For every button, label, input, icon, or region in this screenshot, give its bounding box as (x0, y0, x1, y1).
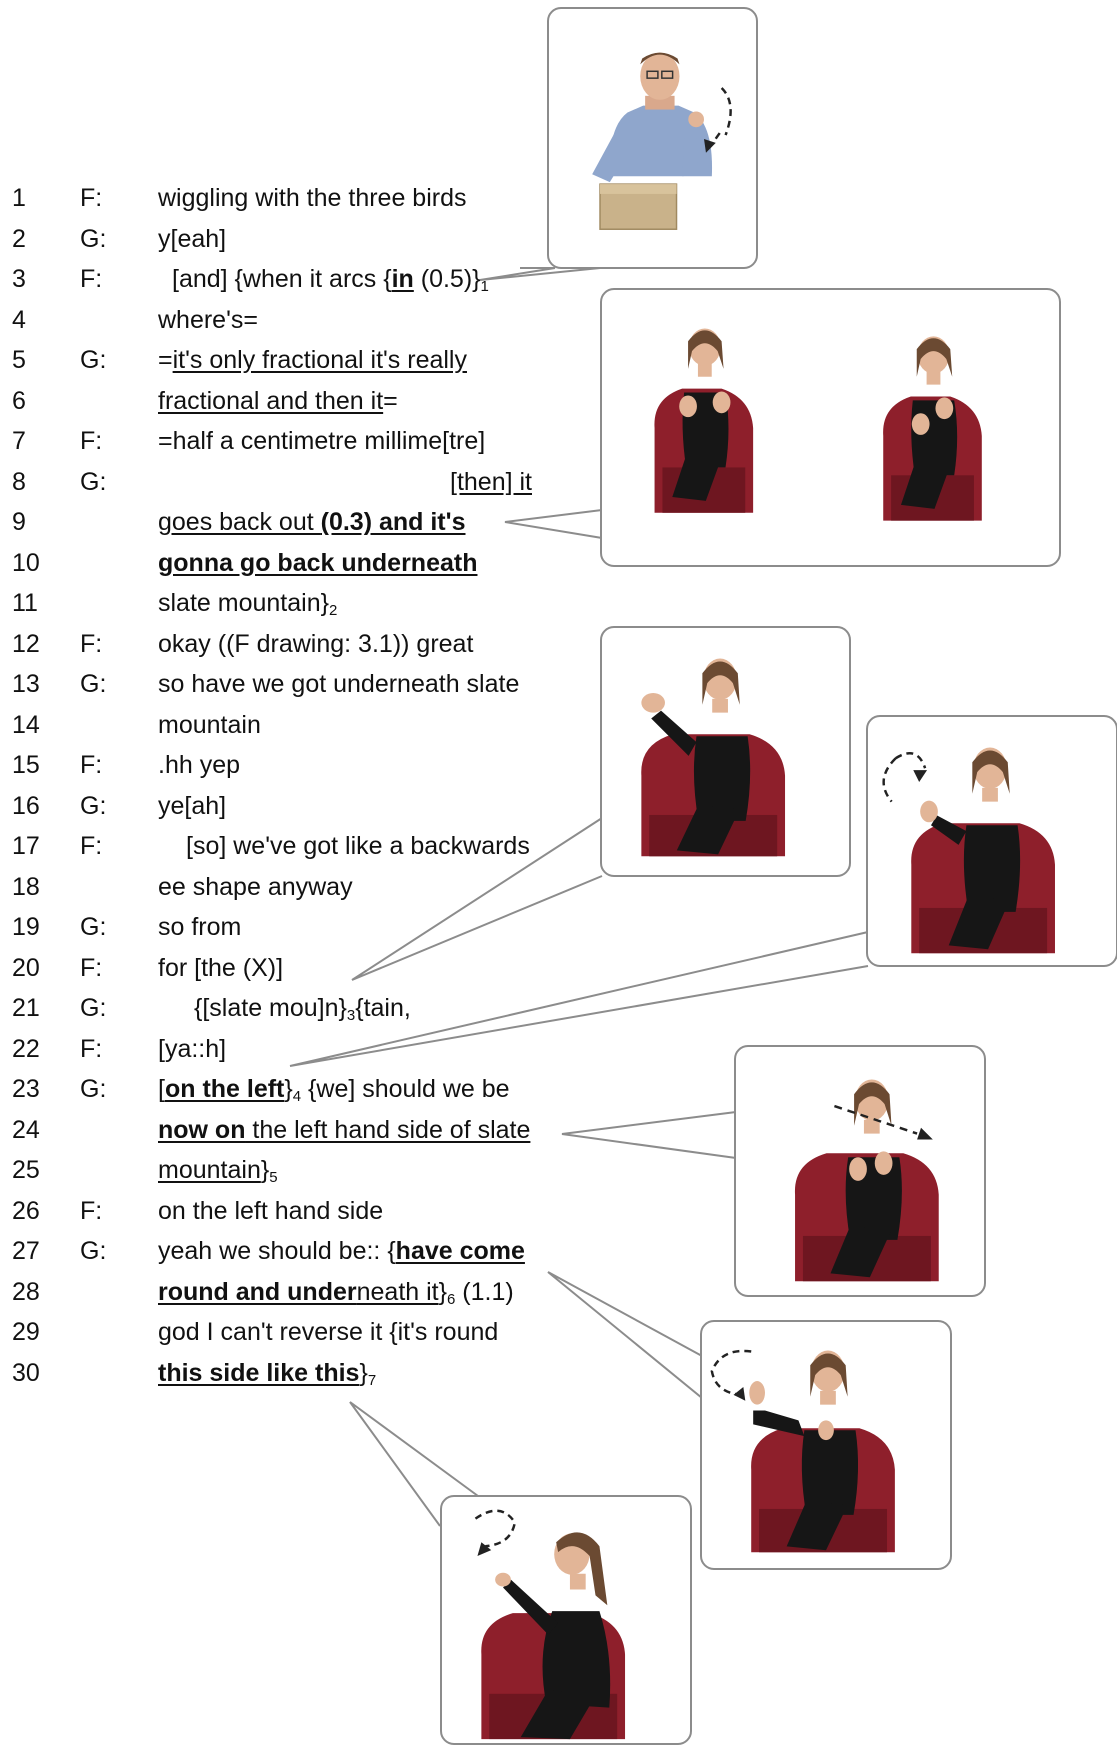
gesture-index: 6 (446, 1290, 456, 1308)
transcript-line (0, 1069, 560, 1109)
text-segment: goes back out (158, 508, 321, 536)
text-segment: = (158, 346, 173, 374)
line-number: 19 (12, 913, 40, 941)
transcript-line (0, 826, 560, 866)
transcript-line (0, 948, 560, 988)
speaker-label: F: (80, 1196, 103, 1225)
line-number: 21 (12, 994, 40, 1022)
text-segment: on the left (164, 1075, 285, 1103)
transcript-line (0, 1231, 560, 1271)
transcript-line (0, 1272, 560, 1312)
text-segment: .hh yep (158, 751, 241, 779)
line-number: 2 (12, 224, 26, 253)
text-segment: where's= (158, 305, 258, 334)
text-segment: (0.3) and it's (320, 508, 466, 536)
transcript-line (0, 624, 560, 664)
utterance-text (194, 988, 411, 1028)
text-segment: [ya::h] (158, 1034, 227, 1063)
speaker-label: G: (80, 224, 107, 253)
line-number: 26 (12, 1196, 40, 1225)
text-segment: it's only fractional it's really (172, 346, 467, 374)
line-number: 10 (12, 548, 40, 577)
transcript-line (0, 340, 560, 380)
speaker-label: G: (80, 467, 107, 496)
text-segment: (0.5)} (413, 265, 481, 293)
utterance-text (158, 1191, 383, 1231)
text-segment: } (260, 1156, 270, 1184)
transcript-line (0, 300, 560, 340)
transcript-line (0, 1029, 560, 1069)
text-segment: mountain (158, 710, 261, 739)
transcript-line (0, 259, 560, 299)
utterance-text (158, 705, 261, 745)
text-segment: } (359, 1358, 368, 1387)
transcript-line (0, 664, 560, 704)
text-segment: god I can't reverse it {it's round (158, 1318, 499, 1346)
gesture-index: 4 (292, 1088, 302, 1105)
utterance-text (158, 948, 283, 988)
line-number: 1 (12, 184, 26, 212)
line-number: 29 (12, 1318, 40, 1346)
transcript-line (0, 178, 560, 218)
utterance-text (158, 1272, 514, 1312)
speaker-label: F: (80, 629, 103, 658)
text-segment: {we] should we be (301, 1075, 510, 1103)
text-segment: the left hand side of slate (245, 1115, 531, 1144)
text-segment: {[slate mou]n} (194, 994, 347, 1022)
utterance-text (158, 907, 241, 947)
speaker-label: G: (80, 346, 107, 374)
line-number: 6 (12, 386, 26, 415)
speaker-label: F: (80, 1034, 103, 1063)
text-segment: mountain (158, 1156, 261, 1184)
speaker-label: G: (80, 670, 107, 698)
speaker-label: F: (80, 832, 103, 860)
transcript-line (0, 462, 560, 502)
speaker-label: F: (80, 184, 103, 212)
text-segment: } (438, 1277, 447, 1306)
text-segment: so from (158, 913, 242, 941)
line-number: 16 (12, 791, 40, 820)
transcript-line (0, 988, 560, 1028)
line-number: 20 (12, 953, 40, 982)
text-segment: [and] {when it arcs { (172, 265, 392, 293)
utterance-text (172, 259, 489, 299)
utterance-text (158, 219, 226, 259)
utterance-text (158, 867, 353, 907)
text-segment: y[eah] (158, 224, 227, 253)
line-number: 9 (12, 508, 26, 536)
line-number: 5 (12, 346, 26, 374)
utterance-text (158, 1231, 525, 1271)
transcript-line (0, 705, 560, 745)
gesture-index: 2 (328, 602, 338, 619)
text-segment: [then] it (450, 467, 532, 496)
line-number: 12 (12, 629, 40, 658)
line-number: 22 (12, 1034, 40, 1063)
speaker-label: G: (80, 791, 107, 820)
gesture-index: 7 (367, 1371, 377, 1389)
transcript-line (0, 583, 560, 623)
transcript-line (0, 1150, 560, 1190)
text-segment: so have we got underneath slate (158, 670, 520, 698)
speaker-label: F: (80, 751, 103, 779)
utterance-text (158, 1110, 530, 1150)
utterance-text (158, 583, 337, 623)
transcript-line (0, 1110, 560, 1150)
utterance-text (158, 300, 258, 340)
line-number: 24 (12, 1115, 40, 1144)
text-segment: yeah we should be:: { (158, 1237, 396, 1265)
line-number: 15 (12, 751, 40, 779)
text-segment: fractional and then it (158, 386, 384, 415)
transcript-line (0, 786, 560, 826)
transcript-line (0, 543, 560, 583)
transcript-line (0, 502, 560, 542)
speaker-label: F: (80, 265, 103, 293)
line-number: 7 (12, 427, 26, 455)
speaker-label: G: (80, 1237, 107, 1265)
transcript-line (0, 745, 560, 785)
utterance-text (158, 624, 473, 664)
text-segment: neath it (356, 1277, 439, 1306)
transcript-line (0, 381, 560, 421)
speaker-label: F: (80, 953, 103, 982)
text-segment: on the left hand side (158, 1196, 384, 1225)
text-segment: ye[ah] (158, 791, 227, 820)
speaker-label: F: (80, 427, 103, 455)
utterance-text (158, 178, 467, 218)
utterance-text (158, 745, 240, 785)
utterance-text (450, 462, 532, 502)
speaker-label: G: (80, 994, 107, 1022)
utterance-text (158, 1029, 226, 1069)
text-segment: okay ((F drawing: 3.1)) great (158, 629, 474, 658)
text-segment: in (391, 265, 414, 293)
utterance-text (158, 381, 398, 421)
utterance-text (158, 421, 485, 461)
text-segment: } (284, 1075, 293, 1103)
text-segment: now on (158, 1115, 246, 1144)
text-segment: gonna go back underneath (158, 548, 478, 577)
text-segment: round and under (158, 1277, 357, 1306)
line-number: 11 (12, 589, 38, 617)
transcript-line (0, 1312, 560, 1352)
utterance-text (158, 664, 519, 704)
transcript-line (0, 421, 560, 461)
utterance-text (158, 543, 477, 583)
transcript-line (0, 1191, 560, 1231)
line-number: 30 (12, 1358, 40, 1387)
utterance-text (158, 1150, 278, 1190)
text-segment: {tain, (355, 994, 411, 1022)
text-segment: ee shape anyway (158, 872, 353, 901)
gesture-index: 3 (346, 1007, 356, 1024)
transcript-line (0, 867, 560, 907)
line-number: 17 (12, 832, 40, 860)
text-segment: slate mountain} (158, 589, 329, 617)
line-number: 3 (12, 265, 26, 293)
utterance-text (158, 502, 466, 542)
text-segment: [so] we've got like a backwards (186, 832, 530, 860)
utterance-text (186, 826, 530, 866)
transcript-line (0, 907, 560, 947)
utterance-text (158, 1312, 498, 1352)
text-segment: =half a centimetre millime[tre] (158, 427, 486, 455)
line-number: 27 (12, 1237, 40, 1265)
text-segment: for [the (X)] (158, 953, 284, 982)
gesture-index: 1 (480, 278, 489, 295)
line-number: 13 (12, 670, 40, 698)
text-segment: [ (158, 1075, 165, 1103)
text-segment: have come (395, 1237, 525, 1265)
line-number: 4 (12, 305, 26, 334)
transcript-line (0, 1353, 560, 1393)
line-number: 8 (12, 467, 26, 496)
gesture-index: 5 (269, 1169, 278, 1186)
line-number: 25 (12, 1156, 40, 1184)
speaker-label: G: (80, 913, 107, 941)
utterance-text (158, 1069, 510, 1109)
text-segment: = (383, 386, 398, 415)
utterance-text (158, 786, 226, 826)
line-number: 14 (12, 710, 40, 739)
transcript-line (0, 219, 560, 259)
line-number: 23 (12, 1075, 40, 1103)
utterance-text (158, 1353, 376, 1393)
utterance-text (158, 340, 467, 380)
line-number: 18 (12, 872, 40, 901)
speaker-label: G: (80, 1075, 107, 1103)
text-segment: this side like this (158, 1358, 360, 1387)
line-number: 28 (12, 1277, 40, 1306)
text-segment: wiggling with the three birds (158, 184, 467, 212)
text-segment: (1.1) (455, 1277, 514, 1306)
